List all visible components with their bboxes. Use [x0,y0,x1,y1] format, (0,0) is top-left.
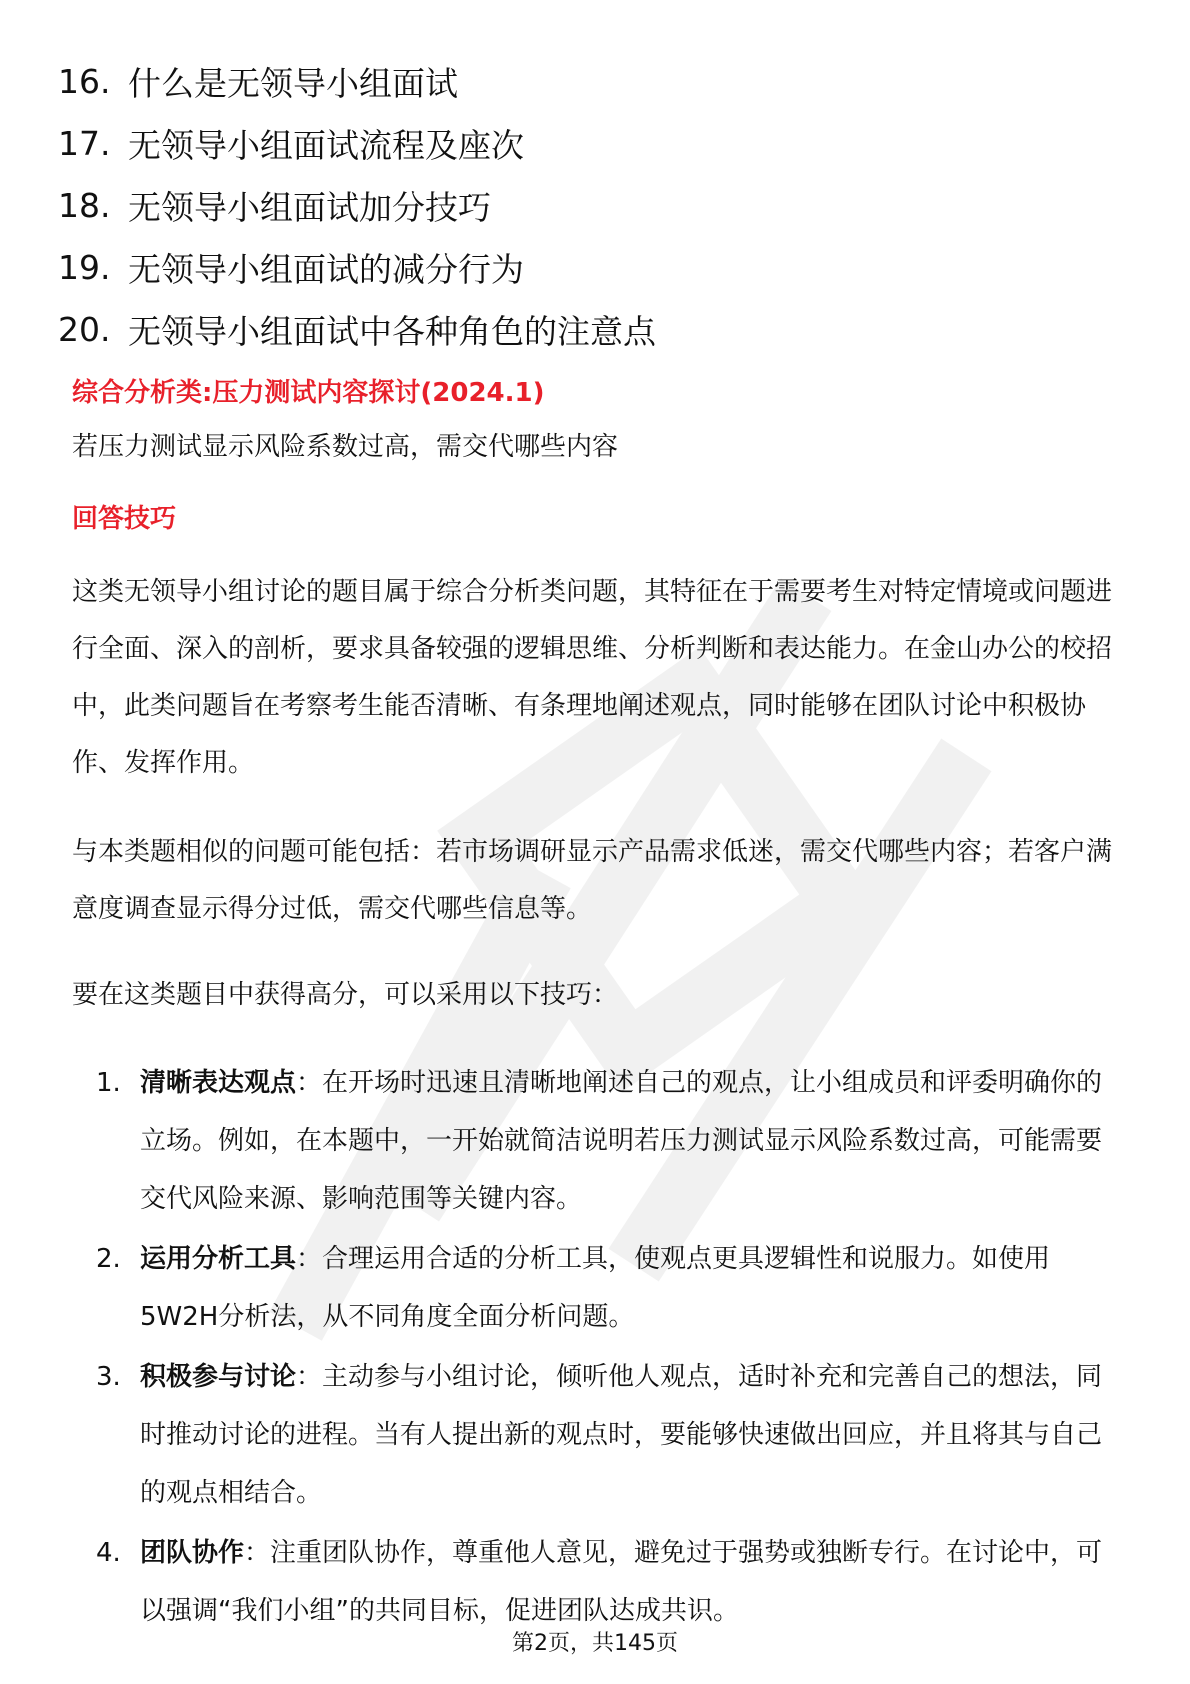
toc-item-number: 18. [58,185,111,225]
toc-item-number: 16. [58,61,111,101]
similar-questions-paragraph: 与本类题相似的问题可能包括：若市场调研显示产品需求低迷，需交代哪些内容；若客户满意度调查显示得分过低，需交代哪些信息等。 [72,837,1113,924]
tips-heading: 回答技巧 [72,504,177,534]
tip-heading: 团队协作 [140,1538,245,1568]
toc-item-number: 17. [58,123,111,163]
toc-item-text: 什么是无领导小组面试 [128,63,458,103]
tip-item [72,1524,1120,1640]
tip-number: 3. [96,1362,121,1392]
tip-item [72,1230,1120,1346]
toc-item [58,298,656,360]
toc-item-text: 无领导小组面试加分技巧 [128,187,491,227]
tip-separator: ： [296,1068,323,1098]
tip-text: 主动参与小组讨论，倾听他人观点，适时补充和完善自己的想法，同时推动讨论的进程。当有人提出新的观点时，要能够快速做出回应，并且将其与自己的观点相结合。 [140,1362,1103,1508]
toc-item-text: 无领导小组面试的减分行为 [128,249,524,289]
toc-item [58,112,656,174]
tip-number: 4. [96,1538,121,1568]
tip-item [72,1348,1120,1522]
tip-number: 1. [96,1068,121,1098]
toc-list [58,50,656,360]
tip-number: 2. [96,1244,121,1274]
tip-item [72,1054,1120,1228]
tip-separator: ： [296,1244,323,1274]
toc-item-text: 无领导小组面试流程及座次 [128,125,524,165]
tip-text: 合理运用合适的分析工具，使观点更具逻辑性和说服力。如使用5W2H分析法，从不同角度全面分析问题。 [140,1244,1051,1332]
tips-list [72,1054,1120,1642]
tips-lead-paragraph: 要在这类题目中获得高分，可以采用以下技巧： [72,980,619,1010]
tip-separator: ： [296,1362,323,1392]
tip-heading: 积极参与讨论 [140,1362,297,1392]
page-number-footer: 第2页，共145页 [512,1631,678,1656]
tip-text: 在开场时迅速且清晰地阐述自己的观点，让小组成员和评委明确你的立场。例如，在本题中，一开始就简洁说明若压力测试显示风险系数过高，可能需要交代风险来源、影响范围等关键内容。 [140,1068,1103,1214]
question-text: 若压力测试显示风险系数过高，需交代哪些内容 [72,432,619,462]
tip-separator: ： [244,1538,271,1568]
tip-text: 注重团队协作，尊重他人意见，避免过于强势或独断专行。在讨论中，可以强调“我们小组”的共同目标，促进团队达成共识。 [140,1538,1103,1626]
toc-item [58,236,656,298]
tip-heading: 清晰表达观点 [140,1068,297,1098]
intro-paragraph: 这类无领导小组讨论的题目属于综合分析类问题，其特征在于需要考生对特定情境或问题进行全面、深入的剖析，要求具备较强的逻辑思维、分析判断和表达能力。在金山办公的校招中，此类问题旨在考察考生能否清晰、有条理地阐述观点，同时能够在团队讨论中积极协作、发挥作用。 [72,577,1113,778]
toc-item-number: 19. [58,247,111,287]
toc-item-number: 20. [58,309,111,349]
toc-item [58,174,656,236]
toc-item-text: 无领导小组面试中各种角色的注意点 [128,311,656,351]
section-title: 综合分析类:压力测试内容探讨(2024.1) [72,378,545,408]
tip-heading: 运用分析工具 [140,1244,297,1274]
toc-item [58,50,656,112]
